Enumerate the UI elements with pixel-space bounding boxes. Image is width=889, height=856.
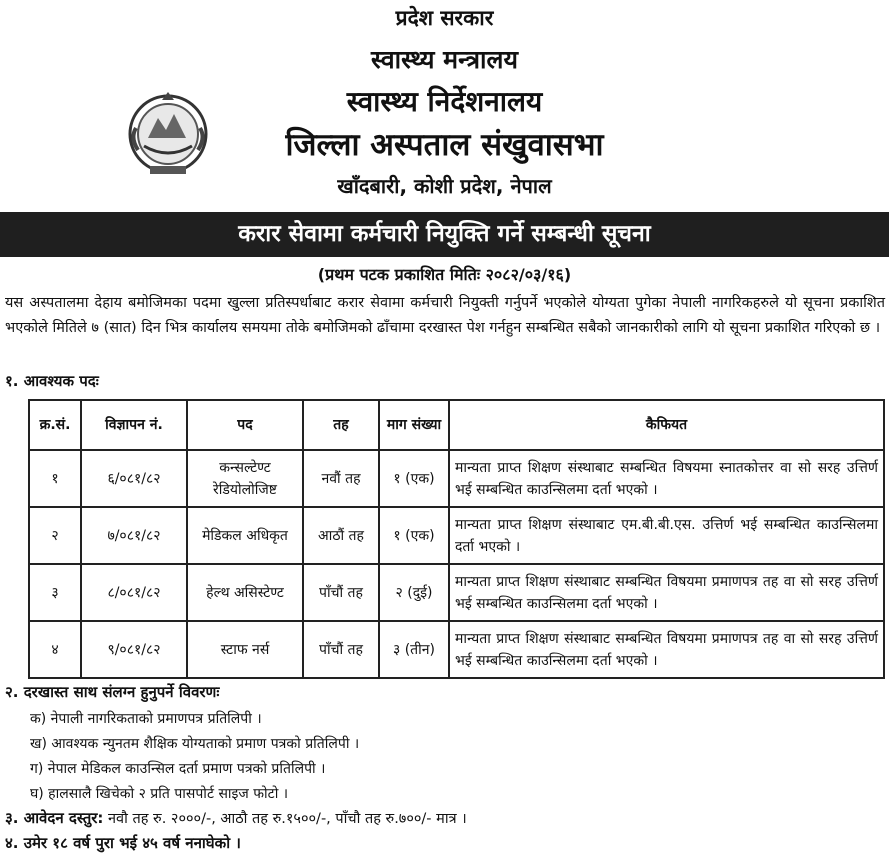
cell-level: पाँचौं तह [303, 564, 379, 621]
cell-serial: २ [29, 507, 81, 564]
province-government-title: प्रदेश सरकार [395, 6, 494, 30]
table-row [29, 507, 884, 564]
letterhead [0, 0, 889, 210]
col-level: तह [303, 400, 379, 450]
cell-post: कन्सल्टेण्ट रेडियोलोजिष्ट [187, 450, 303, 507]
section-required-posts: १. आवश्यक पदः [5, 372, 99, 390]
cell-advertisement-no: ७/०८१/८२ [81, 507, 187, 564]
col-advertisement-no: विज्ञापन नं. [81, 400, 187, 450]
col-post: पद [187, 400, 303, 450]
table-row [29, 621, 884, 678]
section-required-documents: २. दरखास्त साथ संलग्न हुनुपर्ने विवरणः [5, 683, 220, 701]
cell-advertisement-no: ९/०८१/८२ [81, 621, 187, 678]
list-item: ग) नेपाल मेडिकल काउन्सिल दर्ता प्रमाण पत्रको प्रतिलिपी । [30, 761, 326, 777]
intro-paragraph: यस अस्पतालमा देहाय बमोजिमका पदमा खुल्ला प्रतिस्पर्धाबाट करार सेवामा कर्मचारी नियुक्ती गर्नुपर्ने भएकोले योग्यता पुगेका नेपाली नागरिकहरुले यो सूचना प्रकाशित भएकोले मितिले ७ (सात) दिन भित्र कार्यालय समयमा तोके बमोजिमको ढाँचामा दरखास्त पेश गर्नहुन सम्बन्धित सबैको जानकारीको लागि यो सूचना प्रकाशित गरिएको छ । [5, 295, 885, 336]
table-row [29, 564, 884, 621]
list-item: ख) आवश्यक न्युनतम शैक्षिक योग्यताको प्रमाण पत्रको प्रतिलिपी । [30, 736, 360, 752]
list-item: घ) हालसालै खिचेको २ प्रति पासपोर्ट साइज फोटो । [30, 786, 289, 802]
cell-demand-count: १ (एक) [379, 450, 449, 507]
cell-level: पाँचौं तह [303, 621, 379, 678]
ministry-title: स्वास्थ्य मन्त्रालय [371, 45, 518, 74]
cell-level: नवौं तह [303, 450, 379, 507]
posts-table [28, 399, 885, 679]
table-header-row [29, 400, 884, 450]
cell-post: मेडिकल अधिकृत [187, 507, 303, 564]
cell-demand-count: १ (एक) [379, 507, 449, 564]
cell-remarks: मान्यता प्राप्त शिक्षण संस्थाबाट सम्बन्धित विषयमा प्रमाणपत्र तह वा सो सरह उत्तिर्ण भई सम्बन्धित काउन्सिलमा दर्ता भएको । [449, 564, 884, 621]
cell-remarks: मान्यता प्राप्त शिक्षण संस्थाबाट सम्बन्धित विषयमा प्रमाणपत्र तह वा सो सरह उत्तिर्ण भई सम्बन्धित काउन्सिलमा दर्ता भएको । [449, 621, 884, 678]
col-serial: क्र.सं. [29, 400, 81, 450]
cell-remarks: मान्यता प्राप्त शिक्षण संस्थाबाट एम.बी.बी.एस. उत्तिर्ण भई सम्बन्धित काउन्सिलमा दर्ता भएको । [449, 507, 884, 564]
col-remarks: कैफियत [449, 400, 884, 450]
cell-post: स्टाफ नर्स [187, 621, 303, 678]
cell-remarks: मान्यता प्राप्त शिक्षण संस्थाबाट सम्बन्धित विषयमा स्नातकोत्तर वा सो सरह उत्तिर्ण भई सम्बन्धित काउन्सिलमा दर्ता भएको । [449, 450, 884, 507]
cell-post: हेल्थ असिस्टेण्ट [187, 564, 303, 621]
age-requirement: ४. उमेर १८ वर्ष पुरा भई ४५ वर्ष ननाघेको । [5, 834, 241, 852]
hospital-title: जिल्ला अस्पताल संखुवासभा [285, 127, 604, 163]
fee-text: नवौ तह रु. २०००/-, आठौ तह रु.१५००/-, पाँचौ तह रु.७००/- मात्र । [103, 811, 467, 827]
table-row [29, 450, 884, 507]
cell-level: आठौं तह [303, 507, 379, 564]
notice-banner: करार सेवामा कर्मचारी नियुक्ति गर्ने सम्बन्धी सूचना [0, 212, 889, 257]
list-item: क) नेपाली नागरिकताको प्रमाणपत्र प्रतिलिपी । [30, 711, 262, 727]
publication-date: (प्रथम पटक प्रकाशित मितिः २०८२/०३/१६) [317, 265, 572, 284]
cell-advertisement-no: ६/०८१/८२ [81, 450, 187, 507]
application-fee [5, 808, 467, 828]
cell-demand-count: २ (दुई) [379, 564, 449, 621]
fee-label: ३. आवेदन दस्तुर: [5, 809, 104, 827]
cell-serial: १ [29, 450, 81, 507]
cell-advertisement-no: ८/०८१/८२ [81, 564, 187, 621]
cell-serial: ४ [29, 621, 81, 678]
cell-serial: ३ [29, 564, 81, 621]
address-line: खाँदबारी, कोशी प्रदेश, नेपाल [337, 174, 552, 198]
documents-list [30, 707, 359, 807]
col-demand-count: माग संख्या [379, 400, 449, 450]
cell-demand-count: ३ (तीन) [379, 621, 449, 678]
directorate-title: स्वास्थ्य निर्देशनालय [346, 85, 543, 118]
